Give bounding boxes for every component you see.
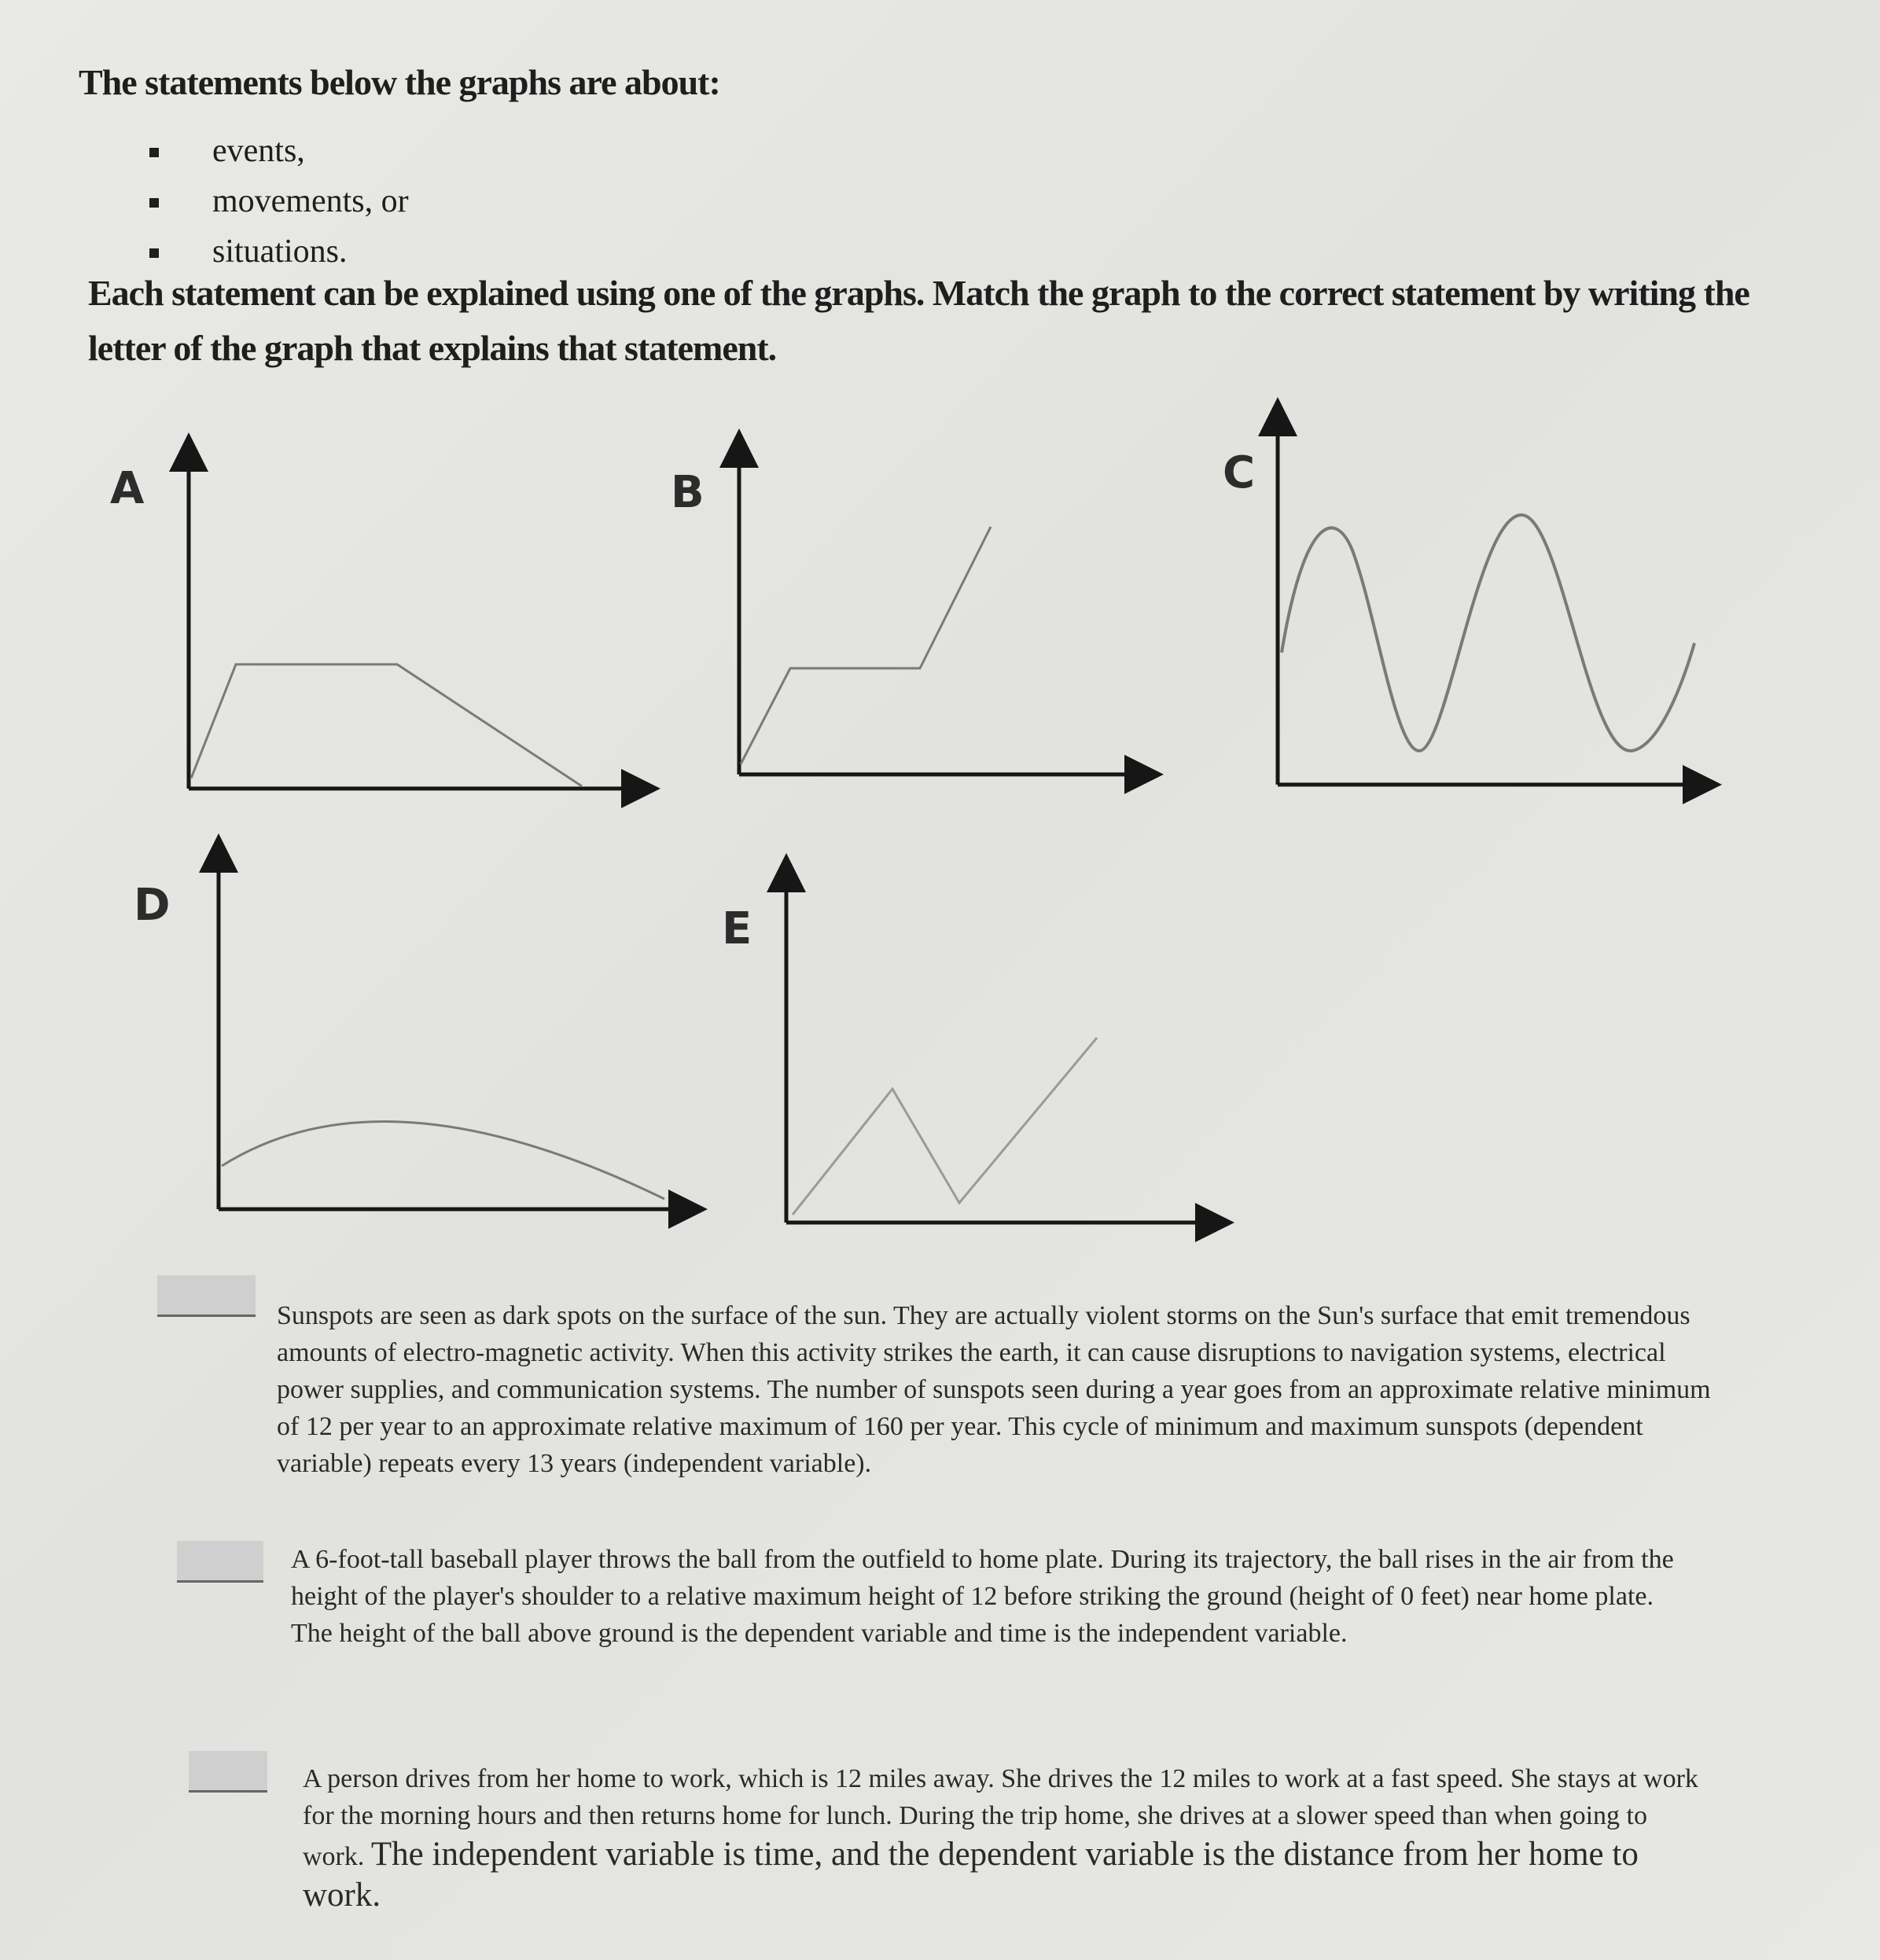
list-item: situations. [149,226,409,277]
graph-label: E [722,903,752,954]
graph-b [671,460,1132,774]
statement-part-large: The independent variable is time, and the dependent variable is the distance from her home to work. [303,1836,1639,1914]
graph-label: B [671,467,705,518]
graph-label: A [110,463,145,514]
graph-label: C [1223,447,1256,498]
instructions: Each statement can be explained using one of the graphs. Match the graph to the correct statement by writing the letter of the graph that explains that statement. [88,273,1749,368]
answer-blank[interactable] [157,1275,256,1317]
graph-d [134,865,676,1209]
graph-curve [793,1038,1097,1215]
graph-curve [741,527,991,764]
graph-e [722,884,1203,1223]
graph-curve [222,1122,664,1199]
list-item: movements, or [149,176,409,226]
graph-c [1223,428,1694,785]
graph-label: D [134,880,171,931]
statement-text: A 6-foot-tall baseball player throws the ball from the outfield to home plate. During its trajectory, the ball rises in the air from the height of the player's shoulder to a relative maximum height of 12 before striking the ground (height of 0 feet) near home plate. The height of the ball above ground is the dependent variable and time is the independent variable. [291,1545,1674,1648]
statement-part: A person drives from her home to work, which is 12 miles away. She drives the 12 miles to work at a fast speed. She stays at work for the morning hours and then returns home for lunch. During the trip home, she drives at a slower speed than when going to work. [303,1764,1698,1871]
graph-a [110,463,629,789]
list-item: events, [149,126,409,176]
heading: The statements below the graphs are about: [79,62,720,102]
graph-curve [191,664,582,786]
statement-text [303,1760,1702,1916]
graph-curve [1282,515,1694,751]
answer-blank[interactable] [177,1541,263,1583]
answer-blank[interactable] [189,1751,267,1793]
statement-text: Sunspots are seen as dark spots on the surface of the sun. They are actually violent storms on the Sun's surface that emit tremendous amounts of electro-magnetic activity. When this activity strikes the earth, it can cause disruptions to navigation systems, electrical power supplies, and communication systems. The number of sunspots seen during a year goes from an approximate relative minimum of 12 per year to an approximate relative maximum of 160 per year. This cycle of minimum and maximum sunspots (dependent variable) repeats every 13 years (independent variable). [277,1301,1711,1478]
